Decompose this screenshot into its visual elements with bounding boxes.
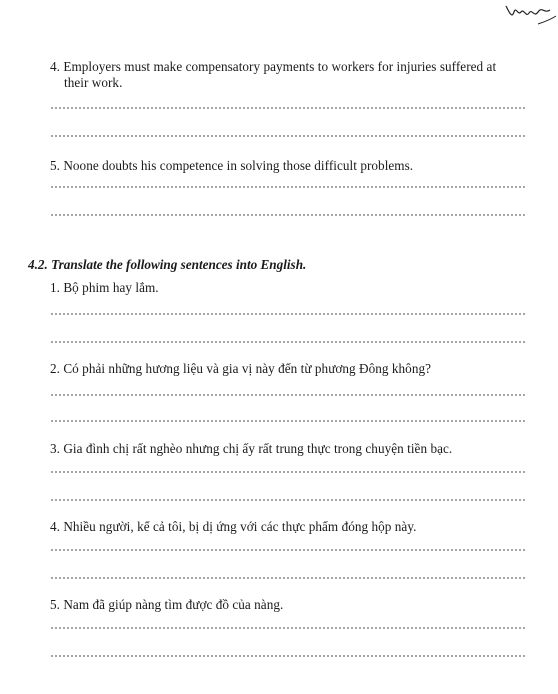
translate-item-5 — [50, 597, 530, 613]
translate-item-1-text: 1. Bộ phim hay lắm. — [50, 280, 159, 295]
answer-line[interactable] — [50, 420, 526, 422]
answer-line[interactable] — [50, 499, 526, 501]
translate-item-2-text: 2. Có phải những hương liệu và gia vị này đến từ phương Đông không? — [50, 361, 432, 376]
translate-item-4 — [50, 519, 530, 535]
answer-line[interactable] — [50, 214, 526, 216]
answer-line[interactable] — [50, 107, 526, 109]
answer-line[interactable] — [50, 341, 526, 343]
translate-item-1 — [50, 280, 530, 296]
answer-line[interactable] — [50, 135, 526, 137]
translate-item-2 — [50, 361, 530, 377]
question-4 — [50, 59, 530, 91]
answer-line[interactable] — [50, 394, 526, 396]
answer-line[interactable] — [50, 549, 526, 551]
question-4-line1: 4. Employers must make compensatory payments to workers for injuries suffered at — [50, 59, 497, 74]
translate-item-3-text: 3. Gia đình chị rất nghèo nhưng chị ấy rất trung thực trong chuyện tiền bạc. — [50, 441, 453, 456]
translate-item-3 — [50, 441, 530, 457]
answer-line[interactable] — [50, 655, 526, 657]
answer-line[interactable] — [50, 471, 526, 473]
translate-item-4-text: 4. Nhiều người, kể cả tôi, bị dị ứng với các thực phẩm đóng hộp này. — [50, 519, 417, 534]
answer-line[interactable] — [50, 577, 526, 579]
section-heading: 4.2. Translate the following sentences into English. — [28, 257, 307, 272]
question-5-text: 5. Noone doubts his competence in solving those difficult problems. — [50, 158, 414, 173]
handwritten-scribble — [498, 0, 558, 40]
answer-line[interactable] — [50, 313, 526, 315]
translate-item-5-text: 5. Nam đã giúp nàng tìm được đồ của nàng. — [50, 597, 284, 612]
question-5 — [50, 158, 530, 174]
answer-line[interactable] — [50, 186, 526, 188]
question-4-line2: their work. — [64, 75, 123, 90]
answer-line[interactable] — [50, 627, 526, 629]
